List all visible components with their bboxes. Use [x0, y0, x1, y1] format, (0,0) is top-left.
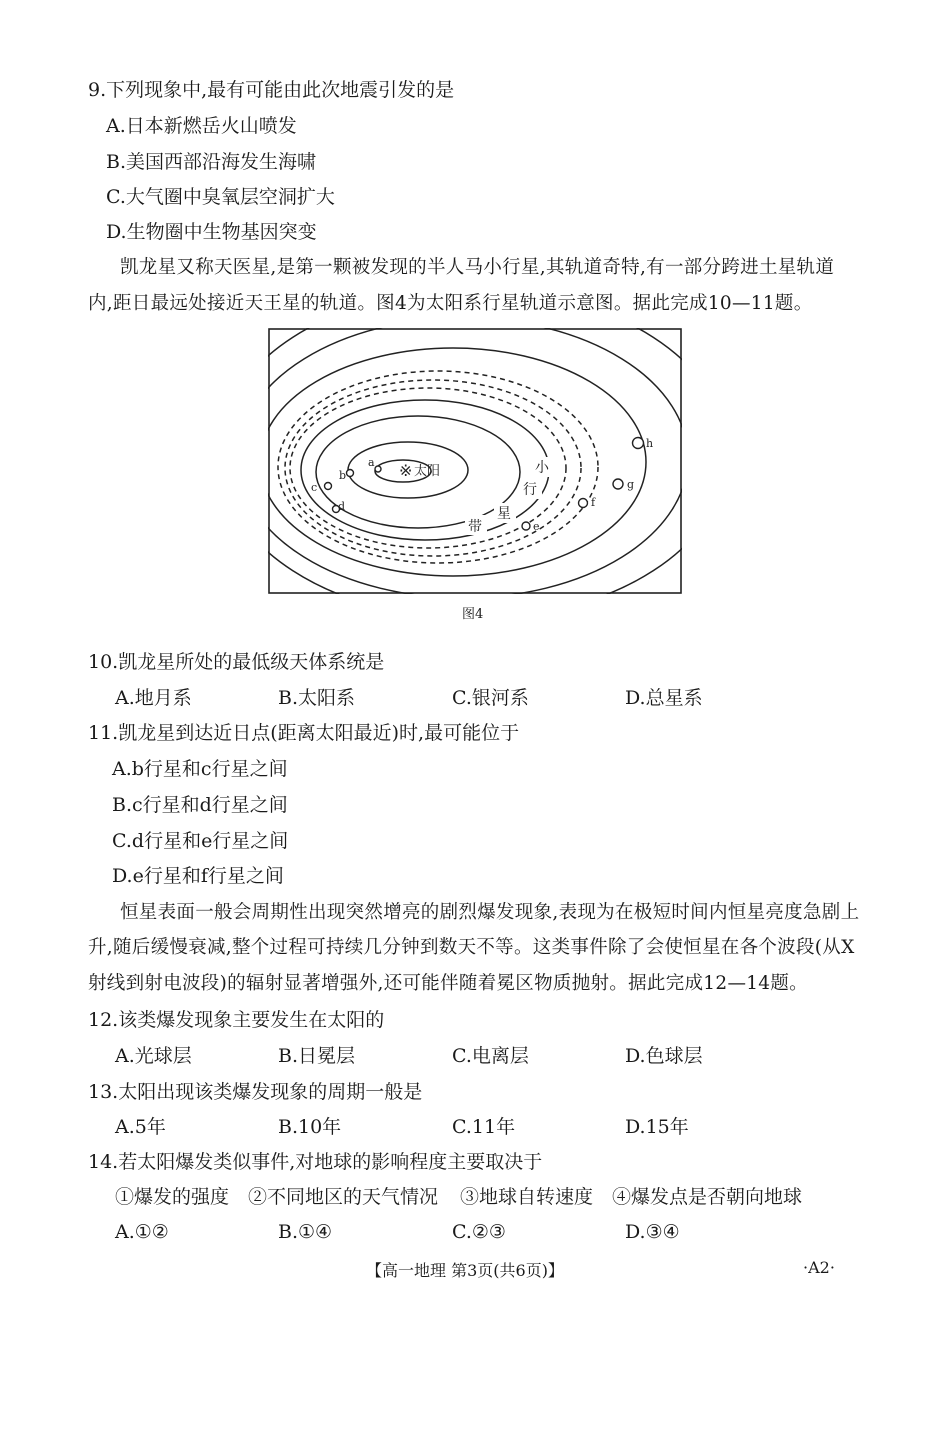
q12-option-d: D.色球层	[625, 1045, 703, 1067]
q12-option-c: C.电离层	[452, 1045, 529, 1067]
planet-label-h: h	[646, 437, 654, 450]
belt-char-2: 行	[523, 482, 537, 498]
orbit-f	[268, 348, 646, 576]
q9-option-c: C.大气圈中臭氧层空洞扩大	[106, 186, 335, 208]
q10-option-c: C.银河系	[452, 687, 529, 709]
q12-stem: 12.该类爆发现象主要发生在太阳的	[88, 1009, 385, 1031]
q14-option-d: D.③④	[625, 1221, 680, 1243]
planet-label-c: c	[311, 481, 318, 494]
q14-option-a: A.①②	[115, 1221, 169, 1243]
planet-h	[633, 438, 644, 449]
planet-label-e: e	[533, 520, 540, 533]
solar-system-orbit-diagram	[268, 328, 682, 594]
q13-option-a: A.5年	[115, 1116, 166, 1138]
q9-option-d: D.生物圈中生物基因突变	[106, 221, 317, 243]
planet-label-b: b	[339, 469, 347, 482]
q9-option-a: A.日本新燃岳火山喷发	[106, 115, 297, 137]
belt-char-3: 星	[497, 506, 511, 522]
figure-frame	[269, 329, 681, 593]
planet-g	[613, 479, 623, 489]
paper-code: ·A2·	[803, 1258, 835, 1277]
q10-option-d: D.总星系	[625, 687, 703, 709]
passage2-line2: 升,随后缓慢衰减,整个过程可持续几分钟到数天不等。这类事件除了会使恒星在各个波段(从X	[88, 937, 855, 958]
q14-item-1: ①爆发的强度	[115, 1186, 230, 1208]
q13-stem: 13.太阳出现该类爆发现象的周期一般是	[88, 1081, 423, 1103]
q13-option-b: B.10年	[278, 1116, 342, 1138]
page-footer: 【高一地理 第3页(共6页)】	[366, 1261, 564, 1280]
planet-e	[522, 522, 530, 530]
q13-option-c: C.11年	[452, 1116, 516, 1138]
q14-option-c: C.②③	[452, 1221, 506, 1243]
q11-option-c: C.d行星和e行星之间	[112, 830, 289, 852]
q14-item-4: ④爆发点是否朝向地球	[612, 1186, 803, 1208]
q10-option-b: B.太阳系	[278, 687, 356, 709]
belt-char-4: 带	[468, 519, 482, 535]
passage2-line3: 射线到射电波段)的辐射显著增强外,还可能伴随着冕区物质抛射。据此完成12—14题。	[88, 973, 808, 994]
planet-a	[375, 466, 381, 472]
passage1-line2: 内,距日最远处接近天王星的轨道。图4为太阳系行星轨道示意图。据此完成10—11题。	[88, 293, 813, 314]
q11-option-a: A.b行星和c行星之间	[112, 758, 288, 780]
q9-stem: 9.下列现象中,最有可能由此次地震引发的是	[88, 79, 455, 101]
q13-option-d: D.15年	[625, 1116, 689, 1138]
sun-label: 太阳	[414, 464, 441, 479]
q11-option-d: D.e行星和f行星之间	[112, 865, 284, 887]
orbit-g	[268, 328, 682, 594]
planet-label-g: g	[627, 478, 635, 491]
planet-c	[325, 483, 332, 490]
sun-icon: ※	[399, 461, 413, 480]
q12-option-b: B.日冕层	[278, 1045, 356, 1067]
planet-label-d: d	[338, 500, 346, 513]
q14-item-3: ③地球自转速度	[460, 1186, 594, 1208]
q10-option-a: A.地月系	[115, 687, 192, 709]
q11-stem: 11.凯龙星到达近日点(距离太阳最近)时,最可能位于	[88, 722, 520, 744]
figure-caption: 图4	[462, 607, 484, 622]
q14-option-b: B.①④	[278, 1221, 333, 1243]
belt-char-1: 小	[535, 460, 549, 476]
planet-label-f: f	[591, 496, 596, 509]
passage2-line1: 恒星表面一般会周期性出现突然增亮的剧烈爆发现象,表现为在极短时间内恒星亮度急剧上	[120, 902, 860, 923]
planet-f	[579, 499, 588, 508]
q9-option-b: B.美国西部沿海发生海啸	[106, 151, 317, 173]
q11-option-b: B.c行星和d行星之间	[112, 794, 288, 816]
planet-b	[347, 470, 354, 477]
q14-stem: 14.若太阳爆发类似事件,对地球的影响程度主要取决于	[88, 1151, 543, 1173]
q10-stem: 10.凯龙星所处的最低级天体系统是	[88, 651, 385, 673]
q12-option-a: A.光球层	[115, 1045, 192, 1067]
passage1-line1: 凯龙星又称天医星,是第一颗被发现的半人马小行星,其轨道奇特,有一部分跨进土星轨道	[120, 257, 835, 278]
q14-item-2: ②不同地区的天气情况	[248, 1186, 439, 1208]
orbit-h	[268, 328, 682, 594]
planet-label-a: a	[368, 456, 375, 469]
